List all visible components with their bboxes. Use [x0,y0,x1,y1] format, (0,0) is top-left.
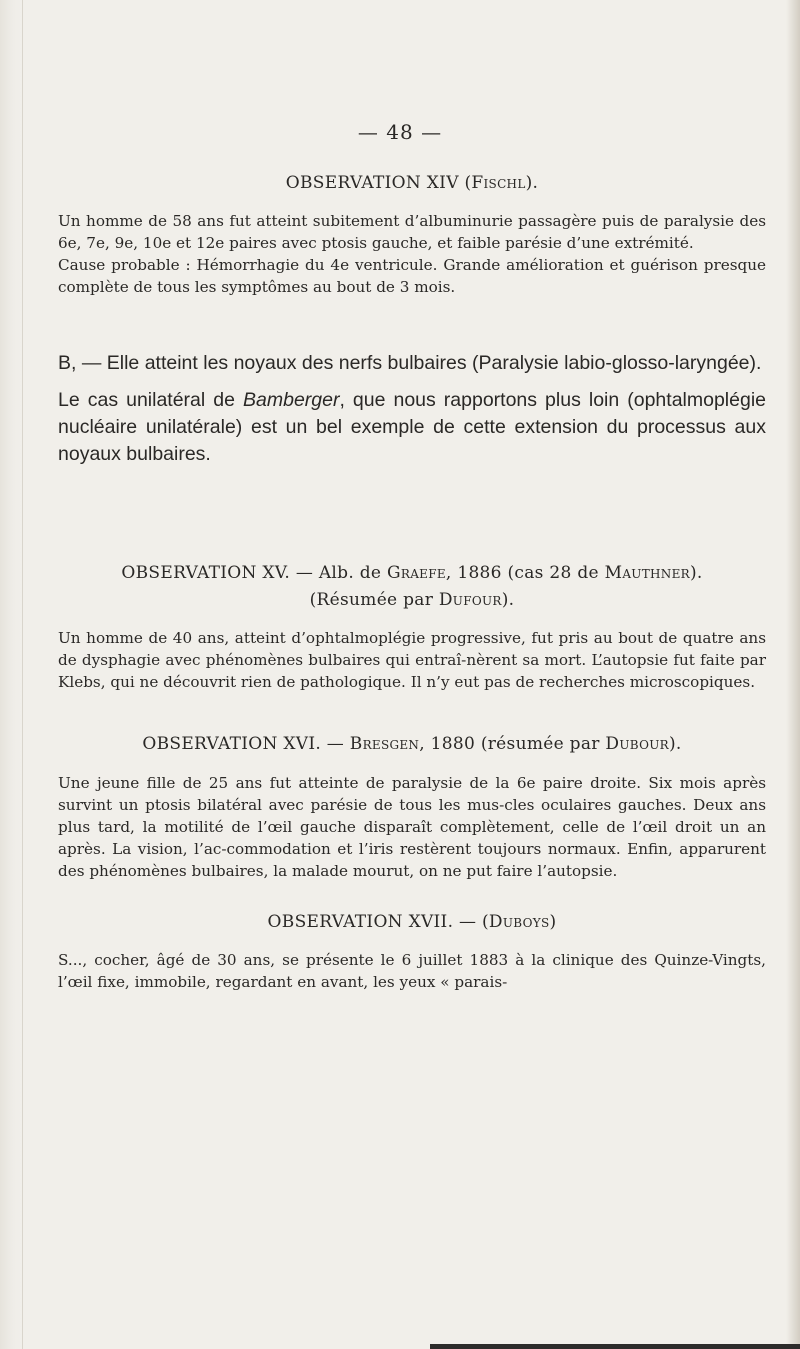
obs15-heading-c: ). [689,563,703,583]
section-b-p-start: Le cas unilatéral de [58,389,243,411]
section-b [58,350,766,468]
obs15-subheading-b: ). [501,590,515,610]
obs15-subheading-a: (Résumée par [309,590,439,610]
obs14-p2-text: Cause probable : Hémorrhagie du 4e ventricule. Grande amélioration et guérison presque complète de tous les symptômes au bout de 3 mois. [58,256,766,296]
obs17-heading-b: ) [549,912,557,932]
obs16-heading [58,734,766,754]
obs14-heading-author: Fischl [471,173,526,193]
obs16-body [58,772,766,882]
obs17-body [58,949,766,993]
obs15-subheading [58,590,766,610]
obs15-heading-author1: Graefe [386,563,446,583]
obs14-body [58,210,766,298]
obs14-heading [58,173,766,193]
obs15-subheading-author: Dufour [438,590,502,610]
obs16-paragraph-1: Une jeune fille de 25 ans fut atteinte de paralysie de la 6e paire droite. Six mois après survint un ptosis bilatéral avec parésie de tous les mus-cles oculaires gauches. Deux ans plus tard, la motilité de l’œil gauche disparaît complètement, celle de l’œil droit un an après. La vision, l’ac-commodation et l’iris restèrent toujours normaux. Enfin, apparurent des phénomènes bulbaires, la malade mourut, on ne put faire l’autopsie. [58,774,766,880]
section-b-title: B, — Elle atteint les noyaux des nerfs bulbaires (Paralysie labio-glosso-laryngée). [58,352,762,374]
obs15-heading-b: , 1886 (cas 28 de [445,563,605,583]
obs15-body [58,627,766,693]
obs16-heading-author2: Dubour [605,734,669,754]
obs14-p1-text: Un homme de 58 ans fut atteint subitement d’albuminurie passagère puis de paralysie des 6e, 7e, 9e, 10e et 12e paires avec ptosis gauche, et faible parésie d’une extrémité. [58,212,766,252]
obs14-heading-end: ). [525,173,539,193]
obs16-heading-a: OBSERVATION XVI. — [142,734,350,754]
section-b-p-end: , que nous rapportons plus loin (ophtalmoplégie nucléaire unilatérale) est un bel exemple de cette extension du processus aux noyaux bulbaires. [58,389,767,465]
obs16-heading-b: , 1880 (résumée par [419,734,606,754]
obs17-heading-a: OBSERVATION XVII. — ( [267,912,489,932]
obs14-paragraph-2 [58,254,766,298]
obs15-heading-author2: Mauthner [604,563,690,583]
obs17-heading-author: Duboys [488,912,550,932]
obs15-heading-a: OBSERVATION XV. — Alb. de [121,563,387,583]
obs14-paragraph-1 [58,210,766,254]
obs14-heading-text: OBSERVATION XIV ( [285,173,472,193]
page-number: — 48 — [357,120,443,144]
obs16-heading-author1: Bresgen [349,734,420,754]
obs17-paragraph-1: S..., cocher, âgé de 30 ans, se présente le 6 juillet 1883 à la clinique des Quinze-Vingts, l’œil fixe, immobile, regardant en avant, les yeux « parais- [58,951,766,991]
section-b-author: Bamberger [243,389,340,411]
obs17-heading [58,912,766,932]
obs16-heading-c: ). [669,734,682,754]
section-b-paragraph [58,387,766,468]
obs15-heading [58,563,766,583]
obs15-paragraph-1: Un homme de 40 ans, atteint d’ophtalmoplégie progressive, fut pris au bout de quatre ans de dysphagie avec phénomènes bulbaires qui entraî-nèrent sa mort. L’autopsie fut faite par Klebs, qui ne découvrit rien de pathologique. Il n’y eut pas de recherches microscopiques. [58,629,766,691]
